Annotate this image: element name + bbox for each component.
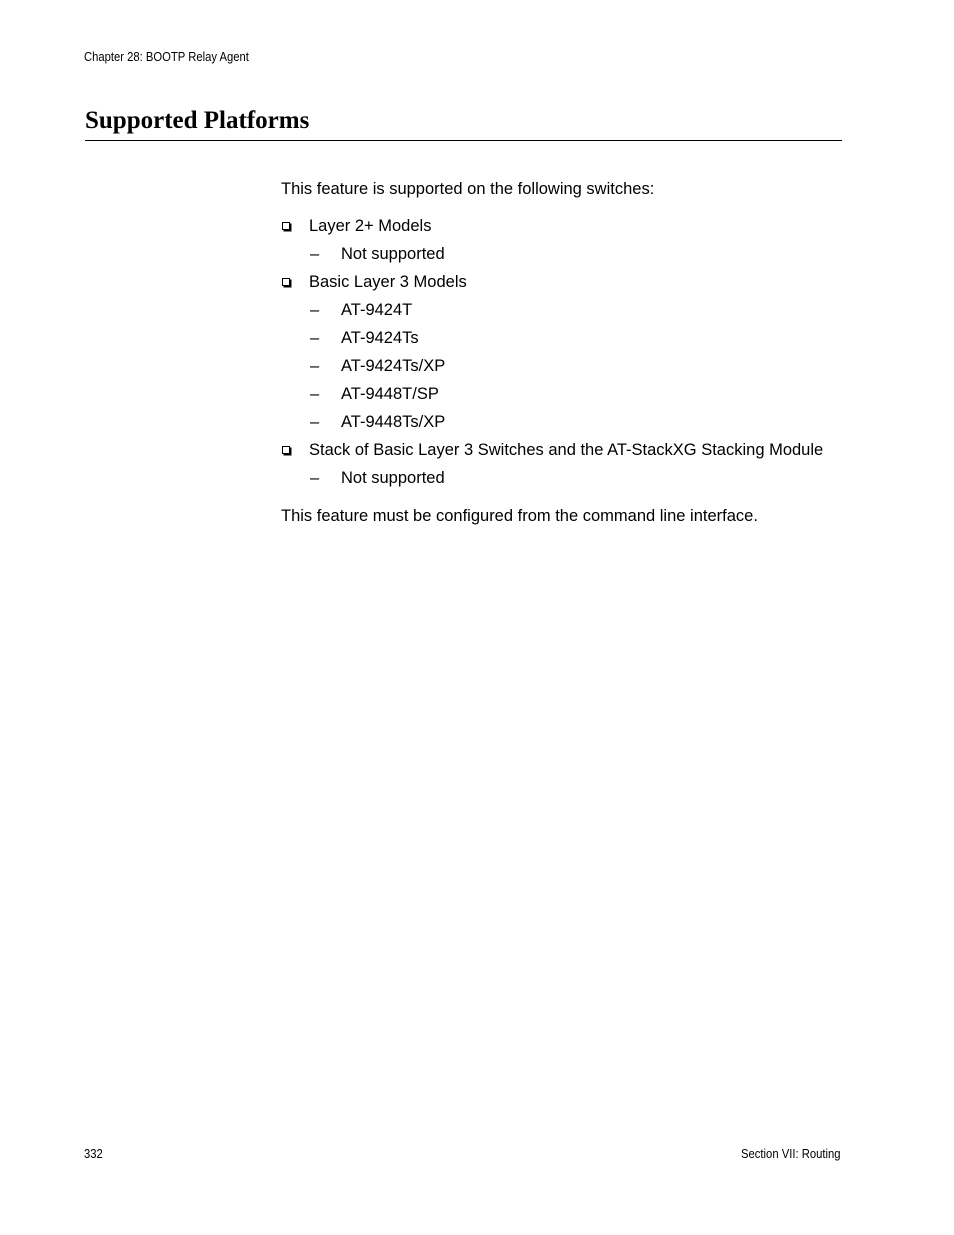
sub-item-text: AT-9448T/SP	[341, 385, 439, 403]
dash-marker: –	[310, 357, 320, 375]
dash-marker: –	[310, 385, 320, 403]
sub-item-text: AT-9424T	[341, 301, 413, 319]
section-title: Supported Platforms	[85, 106, 842, 141]
dash-marker: –	[310, 413, 320, 431]
page-number: 332	[84, 1147, 103, 1161]
checkbox-square-icon	[282, 222, 290, 230]
bullet-label: Stack of Basic Layer 3 Switches and the AT-StackXG Stacking Module	[309, 441, 824, 459]
dash-marker: –	[310, 301, 320, 319]
footer-section-name: Section VII: Routing	[740, 1147, 840, 1161]
bullet-label: Basic Layer 3 Models	[309, 273, 467, 291]
dash-marker: –	[310, 469, 320, 487]
sub-item-text: AT-9424Ts/XP	[341, 357, 446, 375]
sub-item-text: Not supported	[341, 245, 445, 263]
intro-paragraph: This feature is supported on the following switches:	[281, 180, 655, 198]
running-header: Chapter 28: BOOTP Relay Agent	[84, 50, 249, 64]
sub-item-text: AT-9424Ts	[341, 329, 419, 347]
sub-item-text: AT-9448Ts/XP	[341, 413, 446, 431]
checkbox-square-icon	[282, 278, 290, 286]
sub-item-text: Not supported	[341, 469, 445, 487]
bullet-label: Layer 2+ Models	[309, 217, 432, 235]
dash-marker: –	[310, 245, 320, 263]
dash-marker: –	[310, 329, 320, 347]
closing-paragraph: This feature must be configured from the command line interface.	[281, 507, 758, 525]
checkbox-square-icon	[282, 446, 290, 454]
